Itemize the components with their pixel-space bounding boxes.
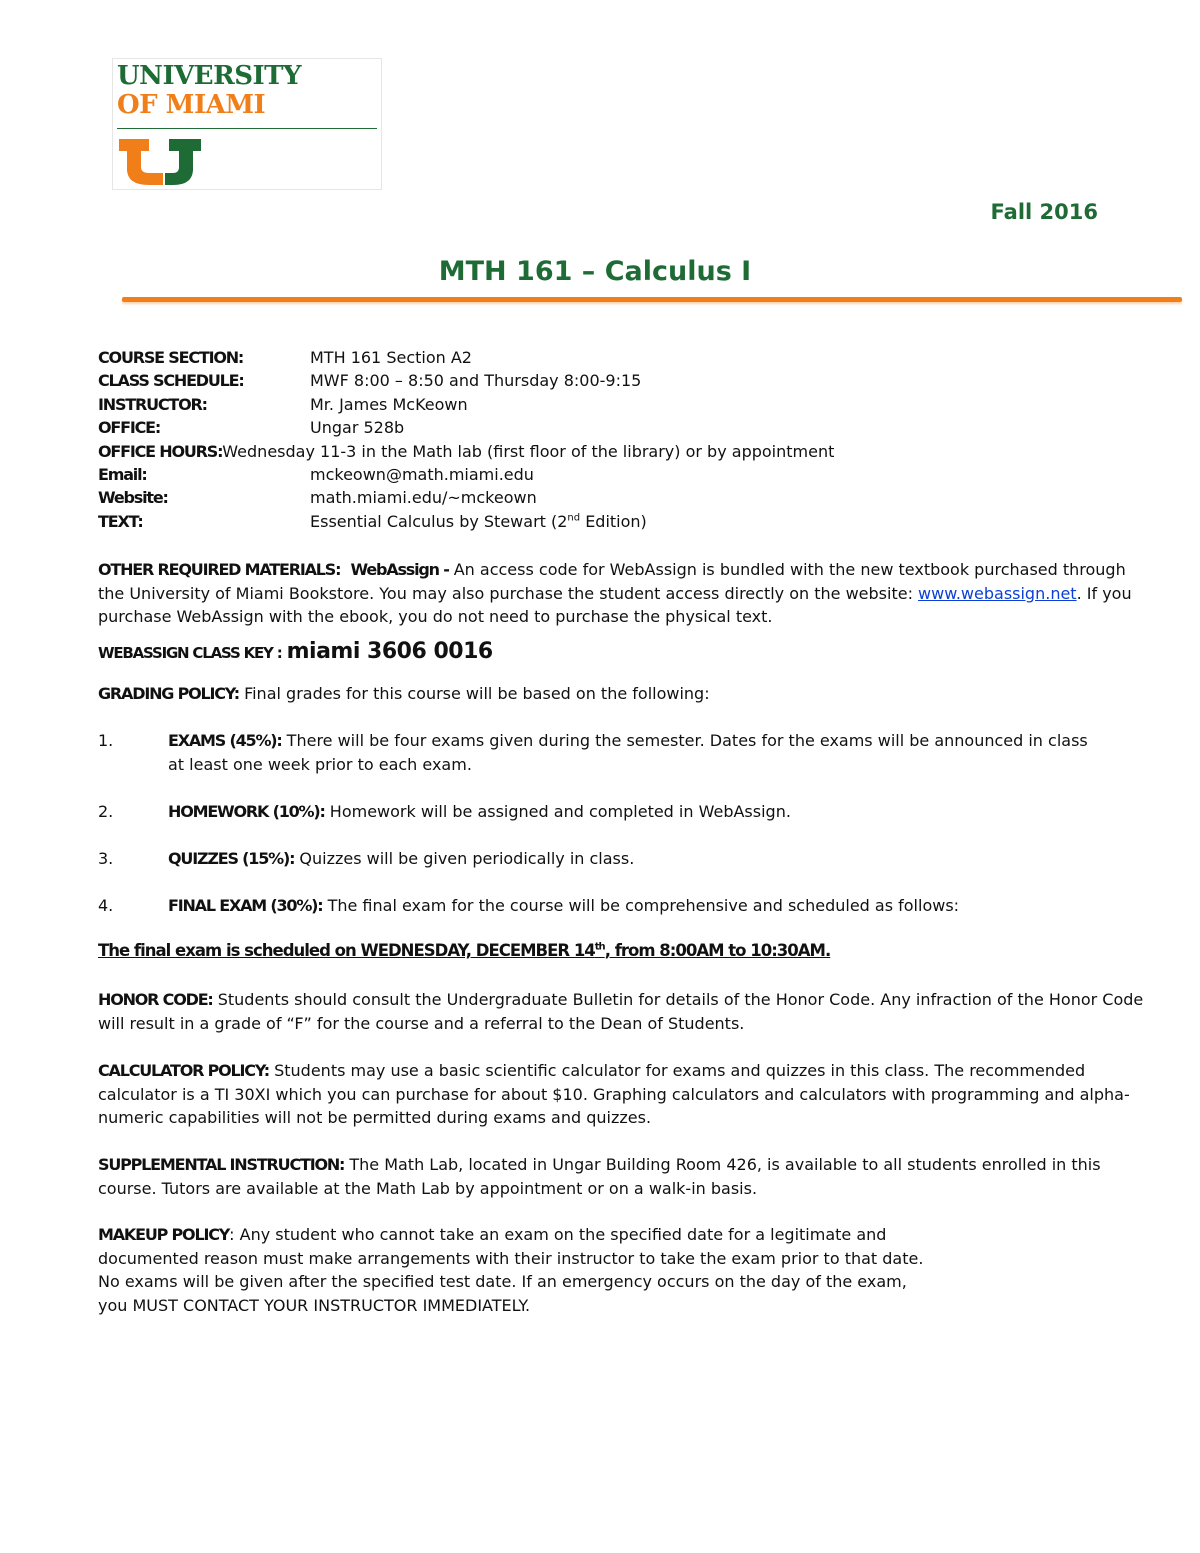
info-value: MWF 8:00 – 8:50 and Thursday 8:00-9:15 (310, 371, 642, 391)
logo-divider (117, 128, 377, 129)
grading-label: GRADING POLICY: (98, 684, 239, 703)
info-value: MTH 161 Section A2 (310, 348, 472, 367)
title-divider (122, 297, 1182, 302)
list-label: EXAMS (45%): (168, 731, 282, 750)
list-body (168, 800, 1098, 824)
u-monogram-icon (119, 139, 209, 189)
materials-text: An access code for WebAssign is bundled with the new textbook purchased through the University of Miami Bookstore. You may also purchase the student access directly on the website: (98, 560, 1126, 603)
list-text: There will be four exams given during the semester. Dates for the exams will be announced in class at least one week prior to each exam. (168, 731, 1088, 774)
info-row-email (98, 463, 1158, 486)
supplemental-label: SUPPLEMENTAL INSTRUCTION: (98, 1155, 345, 1174)
grading-paragraph (98, 682, 1148, 706)
honor-code-text: Students should consult the Undergraduate Bulletin for details of the Honor Code. Any infraction of the Honor Code will result in a grade of “F” for the course and a referral to the Dean of Students. (98, 990, 1144, 1033)
info-row-text (98, 510, 1158, 533)
makeup-policy-paragraph (98, 1223, 1148, 1317)
class-key-label: WEBASSIGN CLASS KEY : (98, 644, 282, 662)
info-value: Mr. James McKeown (310, 394, 468, 414)
honor-code-label: HONOR CODE: (98, 990, 213, 1009)
logo-wordmark-line1: UNIVERSITY (117, 61, 302, 91)
info-row-office (98, 416, 1158, 439)
final-exam-schedule (98, 941, 830, 960)
course-title: MTH 161 – Calculus I (438, 256, 752, 287)
list-text: Quizzes will be given periodically in class. (294, 849, 635, 868)
grading-text: Final grades for this course will be based on the following: (238, 684, 710, 703)
list-body (168, 729, 1098, 776)
calculator-policy-label: CALCULATOR POLICY: (98, 1061, 270, 1080)
makeup-policy-label: MAKEUP POLICY (98, 1225, 230, 1244)
list-number: 1. (98, 731, 114, 750)
list-label: HOMEWORK (10%): (168, 802, 325, 821)
info-label: Website: (98, 488, 168, 508)
list-number: 2. (98, 802, 114, 821)
makeup-line: No exams will be given after the specified test date. If an emergency occurs on the day of the exam, (98, 1272, 907, 1291)
materials-label: OTHER REQUIRED MATERIALS: (98, 560, 341, 579)
logo-wordmark-line2: OF MIAMI (117, 90, 266, 120)
info-value: Wednesday 11-3 in the Math lab (first floor of the library) or by appointment (222, 441, 835, 461)
course-info (98, 346, 1158, 533)
info-label: OFFICE HOURS: (98, 441, 223, 461)
info-value: Ungar 528b (310, 418, 405, 438)
class-key (98, 640, 1148, 666)
makeup-text: : Any student who cannot take an exam on the specified date for a legitimate and (229, 1225, 887, 1244)
university-logo (112, 58, 382, 190)
info-row-office-hours (98, 440, 1158, 463)
final-exam-text: The final exam is scheduled on WEDNESDAY, DECEMBER 14 (98, 941, 595, 960)
list-number: 4. (98, 896, 114, 915)
info-label: OFFICE: (98, 418, 161, 438)
list-body (168, 847, 1098, 871)
list-number: 3. (98, 849, 114, 868)
final-exam-sup: th (594, 941, 605, 953)
term-label: Fall 2016 (990, 200, 1098, 224)
text-value-sup: nd (567, 512, 581, 524)
info-row-class-schedule (98, 369, 1158, 392)
info-label: INSTRUCTOR: (98, 394, 207, 414)
info-row-course-section (98, 346, 1158, 369)
supplemental-paragraph (98, 1153, 1148, 1200)
final-exam-text-2: , from 8:00AM to 10:30AM. (604, 941, 831, 960)
info-row-website (98, 486, 1158, 509)
list-body (168, 894, 1098, 918)
email-value: mckeown@math.miami.edu (310, 464, 534, 484)
website-value: math.miami.edu/~mckeown (310, 488, 537, 508)
info-label: Email: (98, 464, 147, 484)
info-value (310, 512, 647, 531)
info-label: TEXT: (98, 511, 143, 531)
list-label: FINAL EXAM (30%): (168, 896, 323, 915)
calculator-policy-text: Students may use a basic scientific calculator for exams and quizzes in this class. The recommended calculator is a TI 30XI which you can purchase for about $10. Graphing calculators and calculators with programming and alpha-numeric capabilities will not be permitted during exams and quizzes. (98, 1061, 1130, 1127)
honor-code-paragraph (98, 988, 1148, 1035)
webassign-link[interactable]: www.webassign.net (918, 583, 1077, 603)
supplemental-text: The Math Lab, located in Ungar Building Room 426, is available to all students enrolled in this course. Tutors are available at the Math Lab by appointment or on a walk-in basis. (98, 1155, 1101, 1198)
class-key-value: miami 3606 0016 (286, 639, 493, 664)
list-label: QUIZZES (15%): (168, 849, 295, 868)
makeup-line: documented reason must make arrangements with their instructor to take the exam prior to that date. (98, 1248, 924, 1268)
text-value-pre: Essential Calculus by Stewart (2 (310, 511, 568, 531)
makeup-line: you MUST CONTACT YOUR INSTRUCTOR IMMEDIATELY. (98, 1295, 531, 1315)
calculator-policy-paragraph (98, 1059, 1148, 1130)
materials-paragraph (98, 558, 1148, 629)
text-value-post: Edition) (580, 511, 647, 531)
materials-text-2: . If you purchase WebAssign with the ebook, you do not need to purchase the physical text. (98, 583, 1132, 626)
materials-sublabel: WebAssign - (350, 560, 449, 579)
list-text: The final exam for the course will be comprehensive and scheduled as follows: (322, 896, 960, 915)
info-row-instructor (98, 393, 1158, 416)
makeup-line (98, 1223, 1148, 1247)
info-label: CLASS SCHEDULE: (98, 371, 244, 391)
info-label: COURSE SECTION: (98, 348, 244, 367)
list-text: Homework will be assigned and completed in WebAssign. (324, 802, 791, 821)
